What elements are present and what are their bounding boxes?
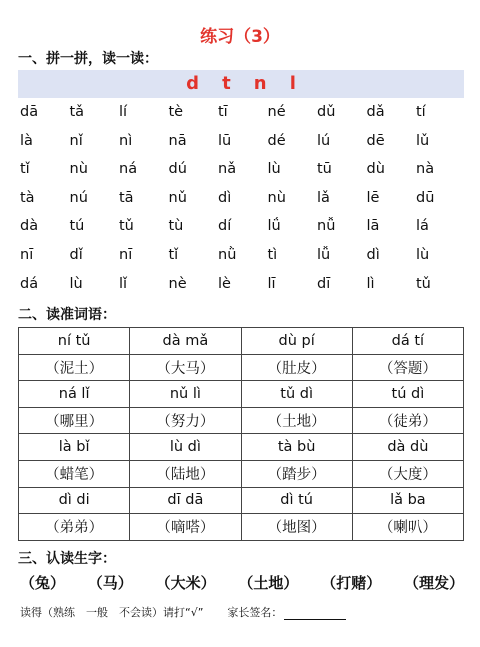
word-pinyin-cell: dī dā <box>130 487 241 514</box>
pinyin-syllable: dǔ <box>317 104 336 120</box>
pinyin-syllable: nú <box>69 189 88 206</box>
pinyin-syllable: dē <box>366 132 385 149</box>
letters-band <box>18 70 464 98</box>
word-hanzi-cell: （哪里） <box>19 407 130 434</box>
pinyin-syllable: dà <box>20 218 39 235</box>
letter-d: d <box>186 73 199 94</box>
pinyin-syllable: dá <box>20 275 39 292</box>
pinyin-syllable: dū <box>416 189 435 206</box>
hanzi-word-row <box>19 407 464 434</box>
word-hanzi-cell: （大马） <box>130 354 241 381</box>
pinyin-syllable: dā <box>20 104 39 120</box>
word-pinyin-cell: tǔ dì <box>241 381 352 408</box>
pinyin-syllable: nù <box>267 189 286 206</box>
character-item: （打赌） <box>321 574 382 592</box>
hanzi-word-row <box>19 460 464 487</box>
pinyin-syllable: nù <box>69 161 88 178</box>
pinyin-syllable: lí <box>119 104 128 120</box>
section3-heading: 三、认读生字： <box>18 551 116 567</box>
word-pinyin-cell: lǎ ba <box>352 487 463 514</box>
word-pinyin-cell: ní tǔ <box>19 328 130 355</box>
pinyin-syllable: tū <box>317 161 332 178</box>
characters-row <box>20 572 464 593</box>
pinyin-syllable: tǔ <box>119 218 134 235</box>
pinyin-syllable: tà <box>20 189 35 206</box>
word-pinyin-cell: dà dù <box>352 434 463 461</box>
pinyin-word-row <box>19 381 464 408</box>
pinyin-word-row <box>19 328 464 355</box>
pinyin-syllable: là <box>20 132 33 149</box>
pinyin-syllable: tì <box>267 246 278 263</box>
word-hanzi-cell: （努力） <box>130 407 241 434</box>
word-hanzi-cell: （土地） <box>241 407 352 434</box>
word-hanzi-cell: （陆地） <box>130 460 241 487</box>
word-pinyin-cell: dà mǎ <box>130 328 241 355</box>
footer-note <box>20 604 346 620</box>
pinyin-syllable: nī <box>20 246 34 263</box>
parent-sign-label: 家长签名： <box>227 606 283 619</box>
word-pinyin-cell: tú dì <box>352 381 463 408</box>
pinyin-row <box>18 184 464 213</box>
pinyin-syllable: nā <box>168 132 187 149</box>
pinyin-syllable: dù <box>366 161 385 178</box>
pinyin-syllable: né <box>267 104 286 120</box>
pinyin-syllable: lā <box>366 218 380 235</box>
word-pinyin-cell: dì di <box>19 487 130 514</box>
word-hanzi-cell: （弟弟） <box>19 514 130 541</box>
pinyin-syllable: nǔ <box>168 189 187 206</box>
word-hanzi-cell: （地图） <box>241 514 352 541</box>
word-hanzi-cell: （徒弟） <box>352 407 463 434</box>
pinyin-word-row <box>19 434 464 461</box>
word-pinyin-cell: ná lǐ <box>19 381 130 408</box>
pinyin-syllable: tǔ <box>416 275 431 292</box>
character-item: （理发） <box>403 574 464 592</box>
character-item: （大米） <box>155 574 216 592</box>
reading-instruction: 读得（熟练 一般 不会读）请打“√” <box>20 606 204 619</box>
word-hanzi-cell: （蜡笔） <box>19 460 130 487</box>
pinyin-syllable: lū <box>218 132 232 149</box>
word-pinyin-cell: dì tú <box>241 487 352 514</box>
letter-l: l <box>289 73 296 94</box>
word-pinyin-cell: nǔ lì <box>130 381 241 408</box>
pinyin-row <box>18 127 464 156</box>
pinyin-syllable: lǐ <box>119 275 128 292</box>
pinyin-syllable: nī <box>119 246 133 263</box>
pinyin-syllable: dì <box>218 189 232 206</box>
character-item: （兔） <box>20 574 66 592</box>
word-hanzi-cell: （喇叭） <box>352 514 463 541</box>
word-pinyin-cell: dù pí <box>241 328 352 355</box>
pinyin-word-row <box>19 487 464 514</box>
word-pinyin-cell: dá tí <box>352 328 463 355</box>
pinyin-syllable: lī <box>267 275 276 292</box>
word-hanzi-cell: （嘀嗒） <box>130 514 241 541</box>
pinyin-syllable: nǚ <box>317 218 336 235</box>
hanzi-word-row <box>19 514 464 541</box>
word-pinyin-cell: tà bù <box>241 434 352 461</box>
pinyin-syllable: lù <box>416 246 430 263</box>
pinyin-row <box>18 155 464 184</box>
pinyin-syllable: tǐ <box>20 161 30 178</box>
pinyin-syllable: tù <box>168 218 184 235</box>
pinyin-syllable: nè <box>168 275 187 292</box>
page-title: 练习（3） <box>200 27 280 47</box>
letter-t: t <box>222 73 231 94</box>
pinyin-syllable: lǔ <box>416 132 430 149</box>
word-hanzi-cell: （踏步） <box>241 460 352 487</box>
pinyin-grid <box>18 98 464 298</box>
pinyin-syllable: lǚ <box>317 246 331 263</box>
pinyin-syllable: tǎ <box>69 104 85 120</box>
hanzi-word-row <box>19 354 464 381</box>
pinyin-syllable: nǐ <box>69 132 83 149</box>
pinyin-syllable: nǜ <box>218 246 237 263</box>
word-hanzi-cell: （肚皮） <box>241 354 352 381</box>
pinyin-syllable: tī <box>218 104 228 120</box>
word-hanzi-cell: （答题） <box>352 354 463 381</box>
pinyin-syllable: lǎ <box>317 189 330 206</box>
pinyin-syllable: lē <box>366 189 380 206</box>
words-table <box>18 327 464 541</box>
letter-n: n <box>253 73 267 94</box>
pinyin-syllable: tǐ <box>168 246 179 263</box>
pinyin-syllable: tā <box>119 189 134 206</box>
pinyin-row <box>18 270 464 299</box>
pinyin-row <box>18 212 464 241</box>
pinyin-syllable: ná <box>119 161 138 178</box>
pinyin-syllable: dī <box>317 275 331 292</box>
pinyin-syllable: dì <box>366 246 380 263</box>
signature-line[interactable] <box>284 619 346 620</box>
pinyin-syllable: dú <box>168 161 187 178</box>
pinyin-syllable: lù <box>69 275 83 292</box>
word-hanzi-cell: （泥土） <box>19 354 130 381</box>
character-item: （土地） <box>238 574 299 592</box>
pinyin-syllable: dí <box>218 218 232 235</box>
section2-heading: 二、读准词语： <box>18 307 116 323</box>
pinyin-syllable: lǘ <box>267 218 281 235</box>
pinyin-syllable: lá <box>416 218 429 235</box>
word-hanzi-cell: （大度） <box>352 460 463 487</box>
word-pinyin-cell: lù dì <box>130 434 241 461</box>
pinyin-syllable: tú <box>69 218 85 235</box>
pinyin-syllable: dé <box>267 132 286 149</box>
character-item: （马） <box>87 574 133 592</box>
pinyin-syllable: tè <box>168 104 184 120</box>
pinyin-syllable: lú <box>317 132 331 149</box>
pinyin-syllable: lè <box>218 275 231 292</box>
pinyin-syllable: nǎ <box>218 161 237 178</box>
section1-heading: 一、拼一拼，读一读： <box>18 51 158 67</box>
pinyin-syllable: lì <box>366 275 375 292</box>
pinyin-row <box>18 241 464 270</box>
pinyin-syllable: nì <box>119 132 133 149</box>
word-pinyin-cell: là bǐ <box>19 434 130 461</box>
pinyin-syllable: dǐ <box>69 246 83 263</box>
pinyin-syllable: nà <box>416 161 435 178</box>
pinyin-syllable: tí <box>416 104 426 120</box>
pinyin-syllable: lù <box>267 161 281 178</box>
pinyin-syllable: dǎ <box>366 104 385 120</box>
pinyin-row <box>18 98 464 127</box>
